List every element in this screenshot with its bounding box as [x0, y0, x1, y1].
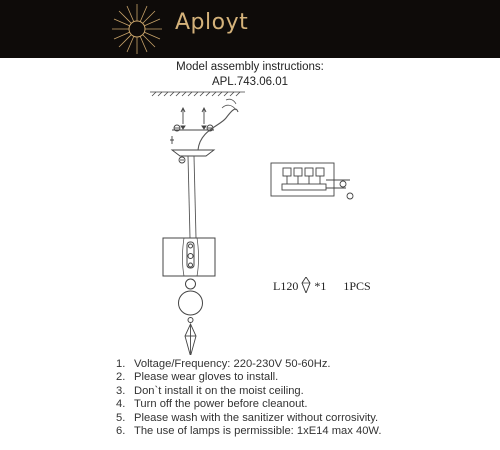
instruction-item: 1. Voltage/Frequency: 220-230V 50-60Hz. [116, 358, 331, 370]
instruction-item: 3. Don`t install it on the moist ceiling. [116, 384, 304, 397]
glass-ball [179, 279, 203, 323]
suspension-cable [188, 156, 196, 238]
part-code: L120 [273, 279, 299, 293]
instruction-item: 4. Turn off the power before cleanout. [116, 398, 308, 411]
instruction-list [116, 358, 381, 438]
part-quantity: 1PCS [343, 279, 371, 293]
crystal-pendant-icon [301, 277, 311, 293]
mounting-screws [181, 108, 206, 129]
title-line-1: Model assembly instructions: [176, 61, 324, 73]
instruction-item: 2. Please wear gloves to install. [116, 371, 279, 384]
lamp-shade [163, 238, 215, 276]
instruction-item: 5. Please wash with the sanitizer without corrosivity. [116, 411, 379, 424]
part-label [273, 277, 371, 294]
model-code: APL.743.06.01 [211, 76, 289, 88]
ceiling-canopy [172, 150, 214, 163]
part-multiplier: *1 [314, 279, 327, 293]
instruction-item: 6. The use of lamps is permissible: 1xE14 max 40W. [116, 425, 382, 438]
terminal-block-diagram [271, 163, 353, 199]
ceiling-hatch [150, 92, 245, 96]
brand-name: Aployt [175, 10, 249, 35]
crystal-drop [185, 324, 196, 355]
mounting-bracket [170, 125, 214, 144]
